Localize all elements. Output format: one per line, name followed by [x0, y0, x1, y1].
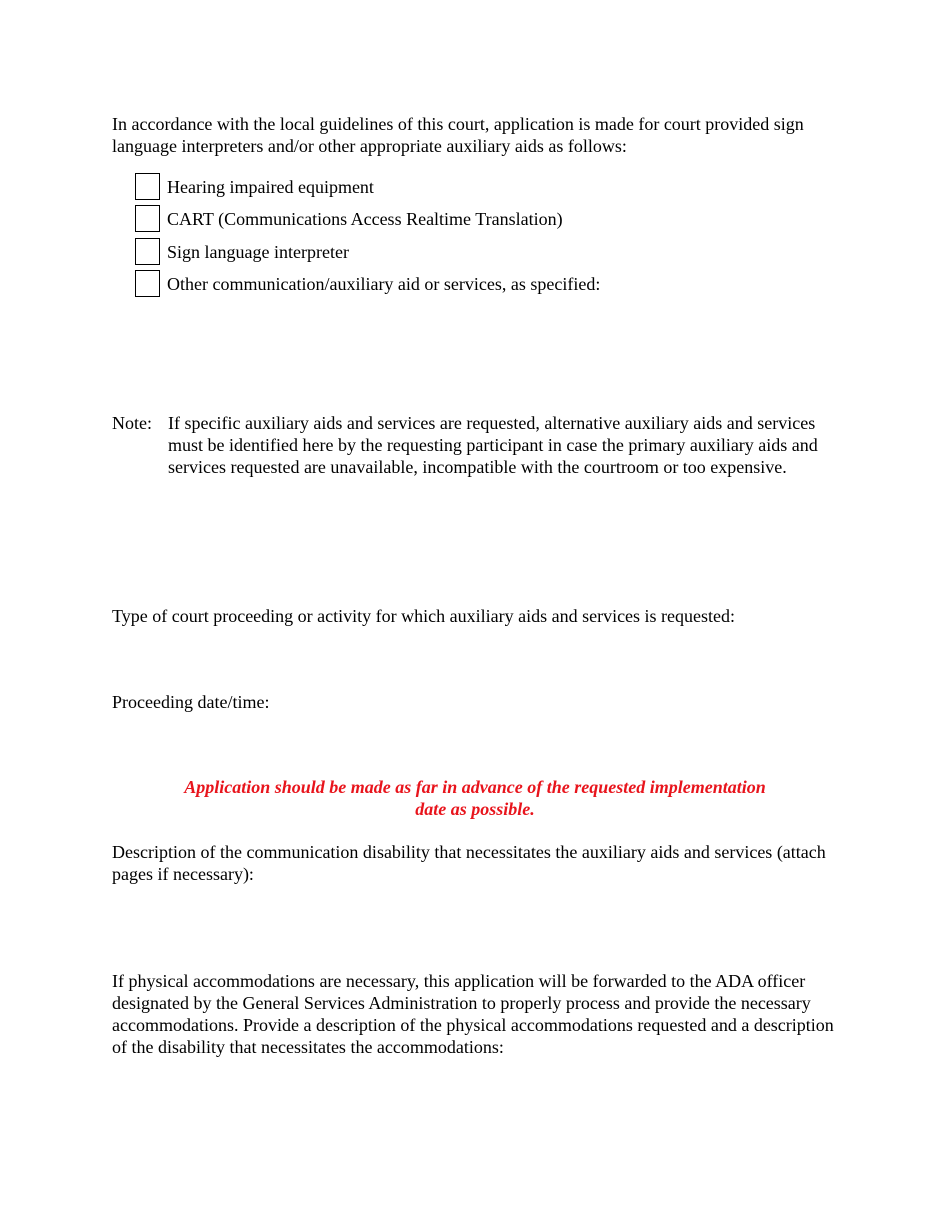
option-label: Sign language interpreter — [167, 241, 349, 262]
physical-accommodations-paragraph: If physical accommodations are necessary, this application will be forwarded to the ADA officer designated by the General Services Administration to properly process and provide the necessary accommodations. Provide a description of the physical accommodations requested and a description of the disability that necessitates the accommodations: — [112, 971, 834, 1057]
option-hearing-impaired-equipment[interactable] — [135, 172, 374, 201]
advance-application-warning — [112, 776, 838, 820]
intro-paragraph: In accordance with the local guidelines of this court, application is made for court provided sign language interpreters and/or other appropriate auxiliary aids as follows: — [112, 114, 804, 156]
option-label: Hearing impaired equipment — [167, 176, 374, 197]
proceeding-date-label: Proceeding date/time: — [112, 692, 270, 712]
hearing-equipment-checkbox[interactable] — [135, 173, 160, 200]
disability-description-label: Description of the communication disability that necessitates the auxiliary aids and services (attach pages if necessary): — [112, 842, 826, 884]
option-cart[interactable] — [135, 204, 563, 233]
option-other-aid[interactable] — [135, 269, 600, 298]
other-aid-checkbox[interactable] — [135, 270, 160, 297]
note-label: Note: — [112, 413, 152, 433]
note-text: If specific auxiliary aids and services are requested, alternative auxiliary aids and services must be identified here by the requesting participant in case the primary auxiliary aids and services requested are unavailable, incompatible with the courtroom or too expensive. — [168, 413, 818, 477]
option-label: Other communication/auxiliary aid or services, as specified: — [167, 273, 601, 294]
option-sign-language-interpreter[interactable] — [135, 237, 349, 266]
cart-checkbox[interactable] — [135, 205, 160, 232]
proceeding-type-label: Type of court proceeding or activity for which auxiliary aids and services is requested: — [112, 606, 736, 626]
warning-line-2: date as possible. — [415, 799, 535, 819]
warning-line-1: Application should be made as far in advance of the requested implementation — [184, 777, 766, 797]
sign-language-checkbox[interactable] — [135, 238, 160, 265]
option-label: CART (Communications Access Realtime Translation) — [167, 208, 563, 229]
